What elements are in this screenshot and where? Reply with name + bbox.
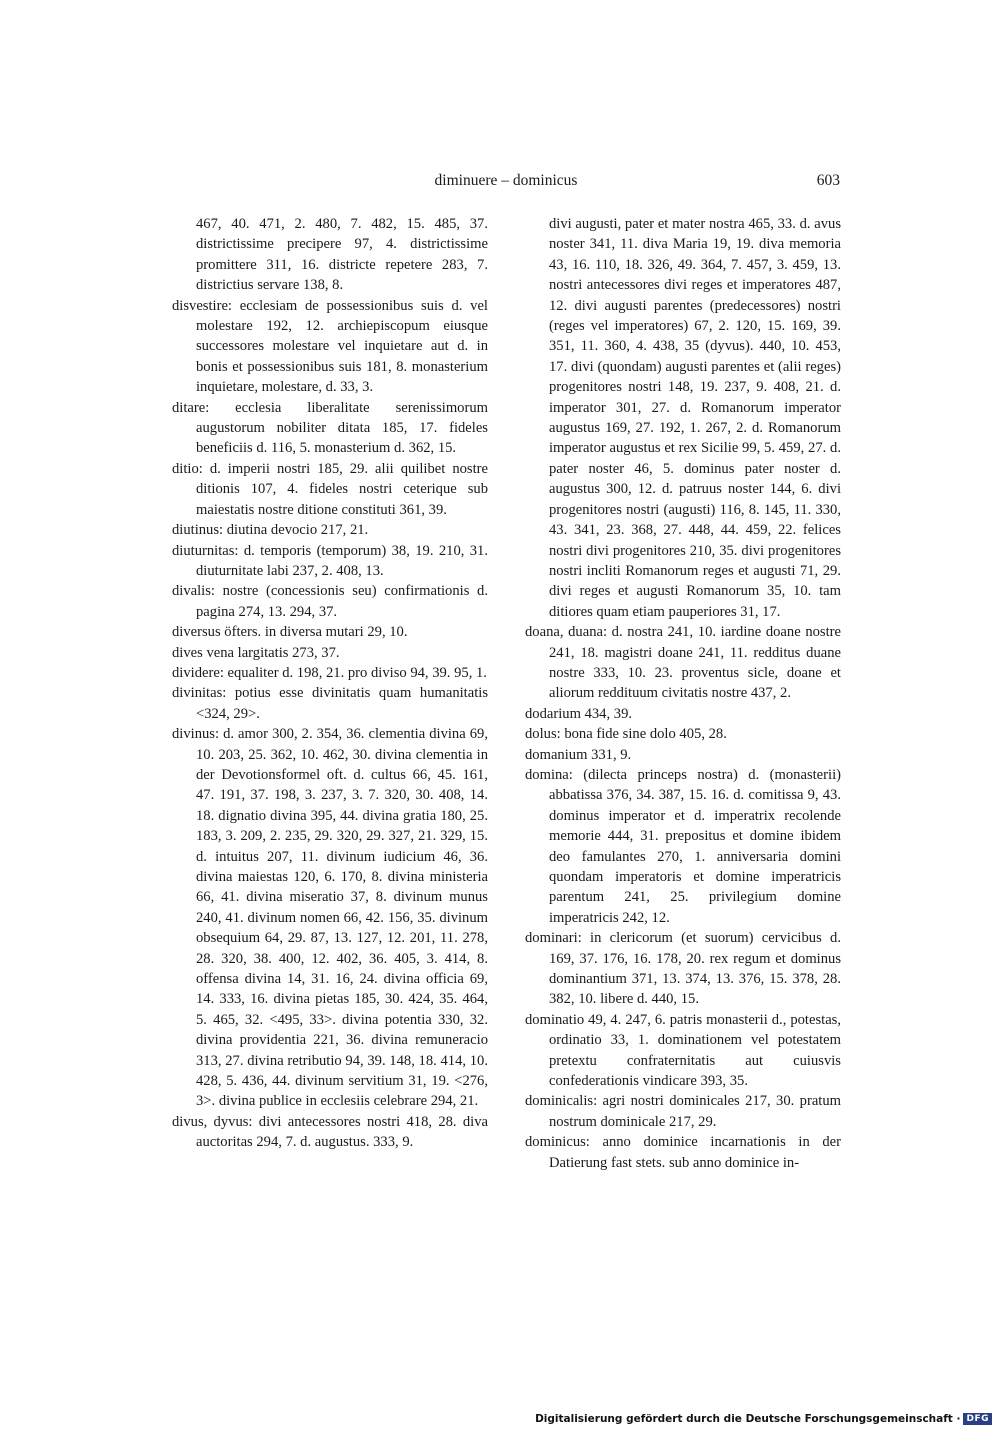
page-number: 603 — [816, 172, 840, 189]
footer-credit — [535, 1413, 992, 1425]
index-entry: divi augusti, pater et mater nostra 465, 33. d. avus noster 341, 11. diva Maria 19, 19. diva memoria 43, 16. 110, 18. 326, 49. 364, 7. 457, 3. 459, 13. nostri antecessores divi reges et imperatores 487, 12. divi augusti parentes (predecessores) nostri (reges vel imperatores) 67, 2. 120, 15. 169, 39. 351, 11. 360, 4. 438, 35 (dyvus). 440, 10. 453, 17. divi (quondam) augusti parentes et (alii reges) progenitores nostri 148, 19. 237, 9. 408, 21. d. imperator 301, 27. d. Romanorum imperator augustus 169, 27. 192, 1. 267, 2. d. Romanorum imperator augustus et rex Sicilie 99, 5. 459, 27. d. pater noster 46, 5. dominus pater noster d. augustus 300, 12. d. patruus noster 144, 6. divi progenitores nostri (augusti) 116, 8. 145, 11. 330, 43. 341, 23. 368, 27. 448, 44. 459, 22. felices nostri divi progenitores 210, 35. divi progenitores nostri incliti Romanorum reges et augusti 71, 29. divi reges et augusti Romanorum 35, 10. tam ditiores quam etiam pauperiores 31, 17. — [549, 216, 841, 620]
index-entry: diutinus: diutina devocio 217, 21. — [172, 522, 369, 539]
index-entry: dividere: equaliter d. 198, 21. pro diviso 94, 39. 95, 1. — [172, 664, 487, 681]
index-entry: domanium 331, 9. — [525, 746, 632, 763]
right-column — [525, 214, 841, 1173]
index-entry: dominicalis: agri nostri dominicales 217, 30. pratum nostrum dominicale 217, 29. — [525, 1093, 841, 1130]
footer-text: Digitalisierung gefördert durch die Deutsche Forschungsgemeinschaft · — [535, 1413, 961, 1425]
index-entry: diversus öfters. in diversa mutari 29, 10. — [172, 624, 408, 641]
index-entry: 467, 40. 471, 2. 480, 7. 482, 15. 485, 37. districtissime precipere 97, 4. districtissime promittere 311, 16. districte repetere 283, 7. districtius servare 138, 8. — [196, 216, 488, 294]
index-entry: dives vena largitatis 273, 37. — [172, 644, 340, 661]
index-entry: ditare: ecclesia liberalitate serenissimorum augustorum nobiliter ditata 185, 17. fideles beneficiis d. 116, 5. monasterium d. 362, 15. — [172, 399, 488, 457]
index-entry: divus, dyvus: divi antecessores nostri 418, 28. diva auctoritas 294, 7. d. augustus. 333, 9. — [172, 1113, 488, 1151]
page-header — [172, 172, 840, 196]
index-entry: diuturnitas: d. temporis (temporum) 38, 19. 210, 31. diuturnitate labi 237, 2. 408, 13. — [172, 542, 488, 579]
index-entry: domina: (dilecta princeps nostra) d. (monasterii) abbatissa 376, 34. 387, 15. 16. d. comitissa 9, 43. dominus imperator et d. imperatrix recolende memorie 444, 31. prepositus et domine ibidem deo famulantes 270, 1. anniversaria domini quondam imperatoris et domine imperatricis parentum 241, 25. privilegium domine imperatricis 242, 12. — [525, 766, 841, 926]
index-entry: divinus: d. amor 300, 2. 354, 36. clementia divina 69, 10. 203, 25. 362, 10. 462, 30. divina clementia in der Devotionsformel oft. d. cultus 66, 45. 161, 47. 191, 37. 198, 3. 237, 3. 7. 320, 30. 408, 14. 18. dignatio divina 395, 44. divina gratia 180, 25. 183, 3. 209, 2. 235, 29. 320, 29. 327, 21. 329, 15. d. intuitus 207, 11. divinum iudicium 46, 36. divina maiestas 120, 6. 170, 8. divina ministeria 66, 41. divina miseratio 37, 8. divinum munus 240, 41. divinum nomen 66, 42. 156, 35. divinum obsequium 64, 29. 87, 13. 127, 12. 201, 11. 278, 28. 320, 38. 400, 12. 402, 36. 405, 3. 414, 8. offensa divina 14, 31. 16, 24. divina officia 69, 14. 333, 16. divina pietas 185, 30. 424, 35. 464, 5. 465, 32. <495, 33>. divina potentia 330, 32. divina providentia 221, 36. divina remuneracio 313, 27. divina retributio 94, 39. 148, 18. 414, 10. 428, 5. 436, 44. divinum servitium 31, 19. <276, 3>. divina publice in ecclesiis celebrare 294, 21. — [172, 726, 488, 1110]
dfg-logo: DFG — [963, 1413, 992, 1425]
index-entry: dominicus: anno dominice incarnationis in der Datierung fast stets. sub anno dominice in- — [525, 1134, 841, 1171]
index-entry: dominatio 49, 4. 247, 6. patris monasterii d., potestas, ordinatio 33, 1. dominationem vel potestatem pretextu confraternitatis aut cuiusvis confederationis vindicare 393, 35. — [525, 1011, 841, 1090]
running-title: diminuere – dominicus — [434, 172, 578, 189]
index-entry: divalis: nostre (concessionis seu) confirmationis d. pagina 274, 13. 294, 37. — [172, 583, 488, 620]
left-column — [172, 214, 488, 1153]
index-entry: dolus: bona fide sine dolo 405, 28. — [525, 726, 727, 743]
index-entry: disvestire: ecclesiam de possessionibus suis d. vel molestare 192, 12. archiepiscopum eiusque successores molestare vel inquietare aut d. in bonis et possessionibus suis 181, 8. monasterium inquietare, molestare, d. 33, 3. — [172, 297, 488, 396]
index-entry: divinitas: potius esse divinitatis quam humanitatis <324, 29>. — [172, 685, 488, 722]
index-entry: ditio: d. imperii nostri 185, 29. alii quilibet nostre ditionis 107, 4. fideles nostri ceterique sub maiestatis nostre ditione constituti 361, 39. — [172, 460, 488, 518]
index-entry: doana, duana: d. nostra 241, 10. iardine doane nostre 241, 18. magistri doane 241, 11. redditus duane nostre 333, 10. 23. proventus sicle, doane et aliorum reddituum civitatis nostre 437, 2. — [525, 624, 841, 702]
index-entry: dodarium 434, 39. — [525, 705, 633, 722]
index-entry: dominari: in clericorum (et suorum) cervicibus d. 169, 37. 176, 16. 178, 20. rex regum et dominus dominantium 371, 13. 374, 13. 376, 15. 378, 28. 382, 10. libere d. 440, 15. — [525, 930, 841, 1008]
